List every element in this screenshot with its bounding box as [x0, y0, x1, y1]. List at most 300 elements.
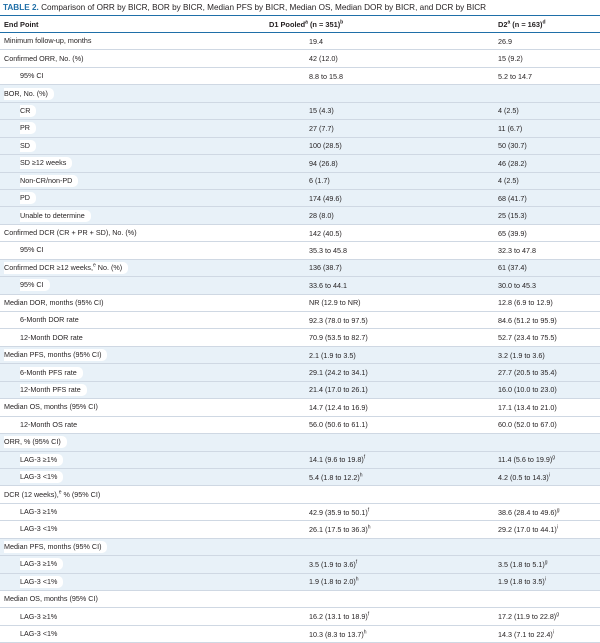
d2-value-footnote: i [552, 629, 554, 636]
d1-value: NR (12.9 to NR) [309, 298, 361, 308]
endpoint-text: PR [20, 123, 30, 133]
header-d2-name: D2 [498, 19, 508, 29]
d1-value-cell [269, 451, 416, 468]
d1-value-cell [269, 172, 416, 189]
d2-value-cell [416, 277, 600, 294]
d2-value: 15 (9.2) [498, 54, 523, 64]
endpoint-label [4, 88, 54, 100]
d1-value: 142 (40.5) [309, 228, 342, 238]
endpoint-text: Median OS, months (95% CI) [4, 402, 98, 412]
endpoint-label [20, 244, 50, 256]
table-row [0, 434, 600, 451]
table-number: TABLE 2. [3, 3, 39, 12]
endpoint-label [4, 593, 104, 605]
d1-value-cell [269, 521, 416, 538]
endpoint-text: Median DOR, months (95% CI) [4, 297, 104, 307]
d2-value: 16.0 (10.0 to 23.0) [498, 385, 557, 395]
endpoint-cell [0, 85, 269, 102]
d1-value-cell [269, 137, 416, 154]
endpoint-label [20, 523, 63, 535]
endpoint-cell [0, 346, 269, 363]
endpoint-text: 6-Month DOR rate [20, 315, 79, 325]
d1-value: 1.9 (1.8 to 2.0) [309, 577, 356, 587]
d1-value-footnote: f [355, 559, 358, 566]
endpoint-label [4, 227, 143, 239]
table-row [0, 486, 600, 503]
header-d1-sup: a [305, 19, 308, 26]
d2-value-cell [416, 364, 600, 381]
table-row [0, 102, 600, 119]
endpoint-label [20, 279, 50, 291]
d1-value-cell [269, 416, 416, 433]
endpoint-text: ORR, % (95% CI) [4, 437, 61, 447]
endpoint-cell [0, 242, 269, 259]
d2-value-cell [416, 85, 600, 102]
d2-value-footnote: i [544, 576, 546, 583]
results-table-body [0, 33, 600, 643]
table-row [0, 521, 600, 538]
endpoint-cell [0, 451, 269, 468]
d1-value: 94 (26.8) [309, 158, 338, 168]
endpoint-cell [0, 591, 269, 608]
table-row [0, 364, 600, 381]
endpoint-footnote: e [58, 489, 62, 496]
d2-value-footnote: g [544, 559, 548, 566]
d2-value-cell [416, 608, 600, 625]
d2-value-footnote: i [548, 472, 550, 479]
d2-value: 84.6 (51.2 to 95.9) [498, 315, 557, 325]
d1-value: 26.1 (17.5 to 36.3) [309, 524, 368, 534]
d1-value-cell [269, 434, 416, 451]
d2-value: 32.3 to 47.8 [498, 245, 536, 255]
results-table [0, 33, 600, 643]
d1-value: 100 (28.5) [309, 141, 342, 151]
d1-value-cell [269, 329, 416, 346]
d1-value-cell [269, 294, 416, 311]
d1-value: 8.8 to 15.8 [309, 71, 343, 81]
endpoint-cell [0, 277, 269, 294]
d2-value-cell [416, 67, 600, 84]
d2-value-cell [416, 451, 600, 468]
d2-value-cell [416, 521, 600, 538]
d1-value-cell [269, 556, 416, 573]
d2-value-cell [416, 329, 600, 346]
endpoint-text: 12-Month OS rate [20, 419, 78, 429]
endpoint-label [20, 122, 36, 134]
endpoint-label [4, 489, 106, 501]
d1-value: 29.1 (24.2 to 34.1) [309, 368, 368, 378]
endpoint-text: LAG-3 ≥1% [20, 454, 58, 464]
endpoint-label [20, 506, 63, 518]
endpoint-label [20, 332, 89, 344]
d1-value-cell [269, 625, 416, 642]
d1-value-cell [269, 486, 416, 503]
d2-value-cell [416, 137, 600, 154]
endpoint-cell [0, 521, 269, 538]
d1-value-footnote: h [355, 576, 359, 583]
d2-value-cell [416, 468, 600, 485]
endpoint-text: Median PFS, months (95% CI) [4, 541, 102, 551]
header-d2-n: (n = 163) [510, 19, 543, 29]
endpoint-label [20, 157, 72, 169]
d2-value: 11 (6.7) [498, 123, 523, 133]
endpoint-cell [0, 573, 269, 590]
endpoint-label [20, 105, 36, 117]
endpoint-label [20, 314, 85, 326]
table-row [0, 468, 600, 485]
d1-value: 15 (4.3) [309, 106, 334, 116]
d2-value: 17.2 (11.9 to 22.8) [498, 612, 557, 622]
d2-value-footnote: g [556, 507, 560, 514]
d1-value-cell [269, 207, 416, 224]
endpoint-text: 95% CI [20, 280, 44, 290]
endpoint-label [4, 297, 109, 309]
d1-value: 35.3 to 45.8 [309, 245, 347, 255]
endpoint-cell [0, 329, 269, 346]
endpoint-label [20, 576, 63, 588]
d2-value: 14.3 (7.1 to 22.4) [498, 629, 553, 639]
d2-value: 27.7 (20.5 to 35.4) [498, 368, 557, 378]
d2-value: 46 (28.2) [498, 158, 527, 168]
endpoint-cell [0, 50, 269, 67]
table-row [0, 33, 600, 50]
d2-value: 29.2 (17.0 to 44.1) [498, 524, 557, 534]
d2-value: 3.2 (1.9 to 3.6) [498, 350, 545, 360]
endpoint-text: 12-Month PFS rate [20, 384, 81, 394]
endpoint-text: Confirmed ORR, No. (%) [4, 53, 84, 63]
endpoint-label [20, 70, 50, 82]
endpoint-text: Median PFS, months (95% CI) [4, 350, 102, 360]
table-row [0, 294, 600, 311]
d2-value: 38.6 (28.4 to 49.6) [498, 507, 557, 517]
endpoint-cell [0, 207, 269, 224]
d1-value-footnote: f [363, 454, 366, 461]
endpoint-cell [0, 468, 269, 485]
endpoint-cell [0, 538, 269, 555]
d2-value-cell [416, 102, 600, 119]
d1-value-cell [269, 399, 416, 416]
endpoint-label [20, 454, 63, 466]
d2-value-cell [416, 207, 600, 224]
table-row [0, 85, 600, 102]
d1-value: 27 (7.7) [309, 123, 334, 133]
endpoint-text: SD ≥12 weeks [20, 158, 67, 168]
d1-value-cell [269, 381, 416, 398]
endpoint-cell [0, 102, 269, 119]
table-row [0, 189, 600, 206]
d1-value-cell [269, 224, 416, 241]
d1-value-cell [269, 277, 416, 294]
d1-value-footnote: f [367, 611, 370, 618]
endpoint-label [20, 140, 36, 152]
endpoint-cell [0, 294, 269, 311]
d1-value: 5.4 (1.8 to 12.2) [309, 472, 360, 482]
endpoint-label [4, 53, 89, 65]
d1-value-cell [269, 67, 416, 84]
endpoint-cell [0, 625, 269, 642]
endpoint-cell [0, 608, 269, 625]
d2-value-cell [416, 573, 600, 590]
endpoint-text: 6-Month PFS rate [20, 367, 77, 377]
d2-value-cell [416, 224, 600, 241]
endpoint-footnote: e [93, 262, 96, 269]
table-row [0, 207, 600, 224]
d1-value-cell [269, 85, 416, 102]
d2-value: 65 (39.9) [498, 228, 527, 238]
endpoint-label [20, 175, 78, 187]
endpoint-text: Minimum follow-up, months [4, 36, 92, 46]
d1-value: 28 (8.0) [309, 211, 334, 221]
d2-value-footnote: g [552, 454, 555, 461]
d1-value-footnote: h [359, 472, 363, 479]
endpoint-label [20, 628, 63, 640]
endpoint-cell [0, 172, 269, 189]
d2-value-cell [416, 486, 600, 503]
d2-value-cell [416, 538, 600, 555]
d2-value-cell [416, 346, 600, 363]
table-row [0, 416, 600, 433]
endpoint-cell [0, 503, 269, 520]
endpoint-label [20, 611, 63, 623]
endpoint-cell [0, 224, 269, 241]
d2-value-cell [416, 50, 600, 67]
d1-value: 136 (38.7) [309, 263, 342, 273]
d2-value-cell [416, 189, 600, 206]
endpoint-text: LAG-3 <1% [20, 629, 58, 639]
endpoint-label [20, 471, 63, 483]
table-row [0, 591, 600, 608]
endpoint-text: LAG-3 ≥1% [20, 611, 58, 621]
endpoint-text: 95% CI [20, 245, 44, 255]
endpoint-text-tail: % (95% CI) [61, 489, 101, 499]
d2-value-cell [416, 625, 600, 642]
endpoint-label [20, 558, 63, 570]
d2-value: 4 (2.5) [498, 106, 519, 116]
table-row [0, 399, 600, 416]
d2-value-cell [416, 242, 600, 259]
d1-value: 92.3 (78.0 to 97.5) [309, 315, 368, 325]
d1-value-cell [269, 364, 416, 381]
endpoint-cell [0, 120, 269, 137]
endpoint-cell [0, 556, 269, 573]
d2-value-cell [416, 591, 600, 608]
d2-value: 52.7 (23.4 to 75.5) [498, 333, 557, 343]
endpoint-text: PD [20, 193, 30, 203]
endpoint-cell [0, 33, 269, 50]
d2-value: 68 (41.7) [498, 193, 527, 203]
endpoint-label [4, 35, 97, 47]
d1-value-cell [269, 591, 416, 608]
d2-value: 17.1 (13.4 to 21.0) [498, 402, 557, 412]
endpoint-label [4, 262, 128, 274]
d2-value-cell [416, 399, 600, 416]
endpoint-text-tail: No. (%) [95, 262, 123, 272]
table-row [0, 277, 600, 294]
endpoint-cell [0, 67, 269, 84]
endpoint-cell [0, 381, 269, 398]
endpoint-label [20, 210, 91, 222]
endpoint-text: Unable to determine [20, 210, 85, 220]
endpoint-text: 95% CI [20, 71, 44, 81]
d1-value-cell [269, 259, 416, 276]
endpoint-label [20, 192, 36, 204]
table-row [0, 224, 600, 241]
header-d1-sup2: b [340, 19, 344, 26]
header-d1-name: D1 Pooled [269, 19, 306, 29]
d1-value: 70.9 (53.5 to 82.7) [309, 333, 368, 343]
table-row [0, 329, 600, 346]
d2-value-footnote: i [556, 524, 558, 531]
d1-value: 174 (49.6) [309, 193, 342, 203]
table-row [0, 625, 600, 642]
table-row [0, 312, 600, 329]
table-row [0, 573, 600, 590]
d1-value-cell [269, 33, 416, 50]
endpoint-cell [0, 434, 269, 451]
endpoint-text: LAG-3 <1% [20, 576, 58, 586]
d1-value-cell [269, 120, 416, 137]
header-d2 [416, 20, 600, 29]
endpoint-cell [0, 155, 269, 172]
d1-value-footnote: h [367, 524, 371, 531]
table-row [0, 346, 600, 363]
endpoint-text: LAG-3 ≥1% [20, 507, 58, 517]
endpoint-label [4, 349, 107, 361]
d2-value-cell [416, 172, 600, 189]
endpoint-label [4, 541, 107, 553]
d2-value: 50 (30.7) [498, 141, 527, 151]
endpoint-text: CR [20, 105, 31, 115]
endpoint-label [4, 436, 67, 448]
d2-value: 30.0 to 45.3 [498, 280, 536, 290]
endpoint-cell [0, 416, 269, 433]
endpoint-text: LAG-3 <1% [20, 524, 58, 534]
table-row [0, 538, 600, 555]
d1-value: 16.2 (13.1 to 18.9) [309, 612, 368, 622]
d1-value-cell [269, 50, 416, 67]
d2-value-cell [416, 120, 600, 137]
endpoint-cell [0, 364, 269, 381]
d2-value-cell [416, 312, 600, 329]
d1-value: 42 (12.0) [309, 54, 338, 64]
table-row [0, 67, 600, 84]
d2-value: 61 (37.4) [498, 263, 527, 273]
d1-value: 14.1 (9.6 to 19.8) [309, 455, 364, 465]
endpoint-label [4, 401, 104, 413]
endpoint-text: DCR (12 weeks), [4, 489, 59, 499]
d1-value-footnote: h [363, 629, 367, 636]
d1-value: 56.0 (50.6 to 61.1) [309, 420, 368, 430]
d1-value: 14.7 (12.4 to 16.9) [309, 402, 368, 412]
table-title [0, 0, 600, 15]
endpoint-text: LAG-3 <1% [20, 472, 58, 482]
endpoint-label [20, 419, 83, 431]
endpoint-label [20, 384, 87, 396]
d2-value: 12.8 (6.9 to 12.9) [498, 298, 553, 308]
endpoint-cell [0, 189, 269, 206]
header-d1-n: (n = 351) [307, 19, 341, 29]
table-row [0, 381, 600, 398]
endpoint-text: LAG-3 ≥1% [20, 559, 58, 569]
header-d2-sup2: d [542, 19, 546, 26]
endpoint-cell [0, 486, 269, 503]
header-endpoint: End Point [4, 19, 39, 29]
d2-value: 60.0 (52.0 to 67.0) [498, 420, 557, 430]
endpoint-text: Confirmed DCR (CR + PR + SD), No. (%) [4, 228, 137, 238]
endpoint-text: Confirmed DCR ≥12 weeks, [4, 262, 94, 272]
d1-value-cell [269, 155, 416, 172]
table-row [0, 120, 600, 137]
endpoint-cell [0, 259, 269, 276]
endpoint-text: Median OS, months (95% CI) [4, 594, 98, 604]
table-row [0, 172, 600, 189]
d1-value: 10.3 (8.3 to 13.7) [309, 629, 364, 639]
d2-value-cell [416, 381, 600, 398]
d1-value: 21.4 (17.0 to 26.1) [309, 385, 368, 395]
table-row [0, 137, 600, 154]
table-row [0, 259, 600, 276]
d1-value: 2.1 (1.9 to 3.5) [309, 350, 356, 360]
d2-value: 5.2 to 14.7 [498, 71, 532, 81]
d1-value-cell [269, 102, 416, 119]
d1-value-cell [269, 538, 416, 555]
d1-value-cell [269, 346, 416, 363]
d1-value: 42.9 (35.9 to 50.1) [309, 507, 368, 517]
d2-value: 3.5 (1.8 to 5.1) [498, 559, 545, 569]
endpoint-text: Non-CR/non-PD [20, 175, 73, 185]
table-caption: Comparison of ORR by BICR, BOR by BICR, Median PFS by BICR, Median OS, Median DOR by BICR, and DCR by BICR [41, 3, 487, 12]
table-header [0, 15, 600, 33]
endpoint-text: SD [20, 140, 30, 150]
d1-value: 6 (1.7) [309, 176, 330, 186]
d1-value-cell [269, 468, 416, 485]
table-row [0, 451, 600, 468]
d2-value-cell [416, 33, 600, 50]
endpoint-cell [0, 137, 269, 154]
endpoint-text: BOR, No. (%) [4, 88, 48, 98]
d1-value: 3.5 (1.9 to 3.6) [309, 559, 356, 569]
d1-value: 19.4 [309, 36, 323, 46]
d1-value-cell [269, 242, 416, 259]
d1-value-cell [269, 312, 416, 329]
d2-value: 11.4 (5.6 to 19.9) [498, 455, 553, 465]
d2-value: 25 (15.3) [498, 211, 527, 221]
table-row [0, 608, 600, 625]
d2-value-cell [416, 155, 600, 172]
d2-value-cell [416, 259, 600, 276]
endpoint-cell [0, 399, 269, 416]
d2-value-cell [416, 416, 600, 433]
d2-value-cell [416, 556, 600, 573]
table-row [0, 155, 600, 172]
d2-value-cell [416, 503, 600, 520]
endpoint-label [20, 367, 83, 379]
d1-value-footnote: f [367, 507, 370, 514]
d2-value-cell [416, 294, 600, 311]
d2-value-cell [416, 434, 600, 451]
table-row [0, 503, 600, 520]
d2-value-footnote: g [556, 611, 559, 618]
d1-value-cell [269, 573, 416, 590]
header-d2-sup: a [507, 19, 511, 26]
d1-value: 33.6 to 44.1 [309, 280, 347, 290]
header-d1 [269, 20, 416, 29]
d1-value-cell [269, 608, 416, 625]
d2-value: 4.2 (0.5 to 14.3) [498, 472, 549, 482]
d1-value-cell [269, 189, 416, 206]
d2-value: 1.9 (1.8 to 3.5) [498, 577, 545, 587]
table-row [0, 556, 600, 573]
